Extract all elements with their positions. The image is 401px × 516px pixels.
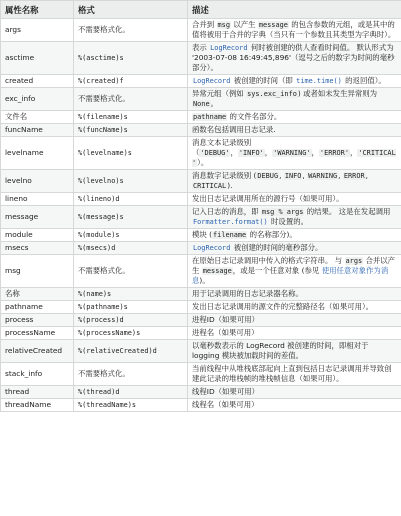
inline-code: 'WARNING' (273, 149, 311, 157)
format-cell: %(thread)d (74, 386, 188, 399)
description-text: , (302, 171, 308, 180)
table-row (1, 242, 401, 255)
description-text: 的返回值）。 (342, 76, 386, 85)
table-row (1, 301, 401, 314)
table-row (1, 206, 401, 229)
attribute-name-cell: pathname (1, 301, 74, 314)
header-attribute-name: 属性名称 (1, 1, 74, 19)
description-text: 函数名包括调用日志记录. (192, 125, 276, 134)
table-row (1, 170, 401, 193)
inline-code: sys.exc_info (247, 90, 297, 98)
code-link[interactable]: LogRecord (210, 44, 248, 52)
format-cell: %(processName)s (74, 327, 188, 340)
attribute-name-cell: 名称 (1, 288, 74, 301)
format-cell: %(pathname)s (74, 301, 188, 314)
format-cell: %(message)s (74, 206, 188, 229)
table-row (1, 255, 401, 288)
description-text: 消息数字记录级别 ( (192, 171, 257, 180)
inline-code: pathname (193, 113, 227, 121)
table-row (1, 399, 401, 412)
description-cell (188, 193, 401, 206)
description-text: 在原始日志记录调用中传入的格式字符串。 与 (192, 256, 345, 265)
description-cell (188, 314, 401, 327)
format-cell: %(threadName)s (74, 399, 188, 412)
format-cell: 不需要格式化。 (74, 19, 188, 42)
format-cell: 不需要格式化。 (74, 363, 188, 386)
inline-code: 'CRITICAL' (192, 149, 396, 167)
inline-code: CRITICAL (193, 182, 227, 190)
table-row (1, 111, 401, 124)
attribute-name-cell: funcName (1, 124, 74, 137)
attribute-name-cell: msg (1, 255, 74, 288)
description-cell (188, 75, 401, 88)
table-row (1, 137, 401, 170)
description-text: 的名称部分)。 (247, 230, 297, 239)
description-text: 消息文本记录级别（ (192, 138, 252, 157)
code-link[interactable]: Formatter.format() (193, 218, 268, 226)
attribute-name-cell: processName (1, 327, 74, 340)
attribute-name-cell: exc_info (1, 88, 74, 111)
description-cell (188, 170, 401, 193)
description-text: 的包含参数的元组，或是其中的值将被用于合并的字典（当只有一个参数且其类型为字典时）。 (192, 20, 396, 39)
description-text: 发出日志记录调用的源文件的完整路径名（如果可用）。 (192, 302, 374, 311)
inline-code: ERROR (343, 172, 365, 180)
description-text: )。 (199, 276, 210, 285)
header-description: 描述 (188, 1, 401, 19)
description-cell (188, 229, 401, 242)
description-text: 模块 ( (192, 230, 213, 239)
description-cell (188, 88, 401, 111)
description-text: 的结果。 这是在发起调用 (304, 207, 391, 216)
description-text: , (365, 171, 368, 180)
attribute-name-cell: threadName (1, 399, 74, 412)
description-cell (188, 327, 401, 340)
table-row (1, 42, 401, 75)
description-cell (188, 42, 401, 75)
description-cell (188, 301, 401, 314)
description-text: 合并到 (192, 20, 217, 29)
format-cell: 不需要格式化。 (74, 88, 188, 111)
description-text: 异常元组（例如 (192, 89, 247, 98)
description-text: ，或是一个任意对象 (参见 (232, 266, 322, 275)
format-cell: %(levelname)s (74, 137, 188, 170)
description-text: 用于记录调用的日志记录器名称。 (192, 289, 303, 298)
inline-code: WARNING (308, 172, 338, 180)
description-cell (188, 255, 401, 288)
description-cell (188, 111, 401, 124)
description-cell (188, 242, 401, 255)
description-text: 线程ID（如果可用） (192, 387, 259, 396)
attribute-name-cell: levelname (1, 137, 74, 170)
table-row (1, 75, 401, 88)
attribute-name-cell: levelno (1, 170, 74, 193)
table-row (1, 340, 401, 363)
table-row (1, 88, 401, 111)
attribute-name-cell: 文件名 (1, 111, 74, 124)
description-cell (188, 19, 401, 42)
inline-code: INFO (284, 172, 302, 180)
inline-code: msg (217, 21, 230, 29)
format-cell: %(funcName)s (74, 124, 188, 137)
description-text: 进程ID（如果可用） (192, 315, 259, 324)
inline-code: message (258, 21, 288, 29)
description-text: 发出日志记录调用所在的源行号（如果可用）。 (192, 194, 344, 203)
description-text: 线程名（如果可用） (192, 400, 259, 409)
attribute-name-cell: relativeCreated (1, 340, 74, 363)
description-text: 以产生 (230, 20, 258, 29)
inline-code: None (193, 100, 210, 108)
attribute-name-cell: msecs (1, 242, 74, 255)
format-cell: %(filename)s (74, 111, 188, 124)
description-text: 时设置的。 (268, 217, 308, 226)
description-text: 以毫秒数表示的 LogRecord 被创建的时间，即相对于 logging 模块被加载时间的差值。 (192, 341, 369, 360)
table-row (1, 229, 401, 242)
attribute-name-cell: process (1, 314, 74, 327)
header-format: 格式 (74, 1, 188, 19)
description-cell (188, 386, 401, 399)
inline-code: 'DEBUG' (200, 149, 230, 157)
format-cell: %(name)s (74, 288, 188, 301)
description-text: 被创建的时间的毫秒部分。 (231, 243, 323, 252)
format-cell: 不需要格式化。 (74, 255, 188, 288)
attribute-name-cell: lineno (1, 193, 74, 206)
format-cell: %(created)f (74, 75, 188, 88)
table-row (1, 363, 401, 386)
description-text: 何时被创建的供人查看时间值。 默认形式为 '2003-07-08 16:49:45,896'（逗号之后的数字为时间的毫秒部分）。 (192, 43, 395, 72)
description-text: , (279, 171, 284, 180)
format-cell: %(msecs)d (74, 242, 188, 255)
table-row (1, 124, 401, 137)
code-link[interactable]: time.time() (296, 77, 342, 85)
format-cell: %(asctime)s (74, 42, 188, 75)
attribute-name-cell: stack_info (1, 363, 74, 386)
table-row (1, 19, 401, 42)
description-cell (188, 340, 401, 363)
inline-code: message (202, 267, 232, 275)
description-cell (188, 124, 401, 137)
attribute-name-cell: created (1, 75, 74, 88)
attribute-name-cell: module (1, 229, 74, 242)
code-link[interactable]: LogRecord (193, 77, 231, 85)
description-text: ， (349, 148, 358, 157)
attribute-name-cell: asctime (1, 42, 74, 75)
doc-link[interactable]: 使用任意对象作为消息 (192, 266, 389, 285)
inline-code: msg % args (261, 208, 304, 216)
description-text: 当前线程中从堆栈底部起向上直到包括日志记录调用并导致创建此记录的堆栈帧的堆栈帧信息（如果可用）。 (192, 364, 392, 383)
attribute-name-cell: message (1, 206, 74, 229)
description-text: , (338, 171, 343, 180)
inline-code: DEBUG (257, 172, 279, 180)
description-text: 进程名（如果可用） (192, 328, 259, 337)
description-text: 记入日志的消息，即 (192, 207, 261, 216)
description-text: ， (311, 148, 319, 157)
format-cell: %(relativeCreated)d (74, 340, 188, 363)
description-text: 合并以产生 (192, 256, 396, 275)
table-row (1, 386, 401, 399)
description-text: ， (264, 148, 273, 157)
description-cell (188, 363, 401, 386)
description-cell (188, 399, 401, 412)
table-body (1, 19, 401, 412)
table-row (1, 327, 401, 340)
inline-code: filename (213, 231, 247, 239)
description-text: ) 或者如未发生异常则为 (297, 89, 378, 98)
description-text: 。 (210, 99, 219, 108)
table-header-row (1, 1, 401, 19)
description-text: ). (227, 181, 233, 190)
attribute-name-cell: args (1, 19, 74, 42)
format-cell: %(lineno)d (74, 193, 188, 206)
table-row (1, 288, 401, 301)
description-cell (188, 288, 401, 301)
description-text: 表示 (192, 43, 210, 52)
description-text: ）。 (197, 158, 209, 167)
description-text: ， (230, 148, 238, 157)
format-cell: %(process)d (74, 314, 188, 327)
table-row (1, 193, 401, 206)
description-cell (188, 206, 401, 229)
code-link[interactable]: LogRecord (193, 244, 231, 252)
inline-code: 'ERROR' (319, 149, 349, 157)
attribute-name-cell: thread (1, 386, 74, 399)
format-cell: %(levelno)s (74, 170, 188, 193)
description-text: 被创建的时间（即 (231, 76, 296, 85)
inline-code: args (345, 257, 363, 265)
inline-code: 'INFO' (238, 149, 264, 157)
description-text: 的文件名部分。 (227, 112, 282, 121)
format-cell: %(module)s (74, 229, 188, 242)
table-row (1, 314, 401, 327)
description-cell (188, 137, 401, 170)
